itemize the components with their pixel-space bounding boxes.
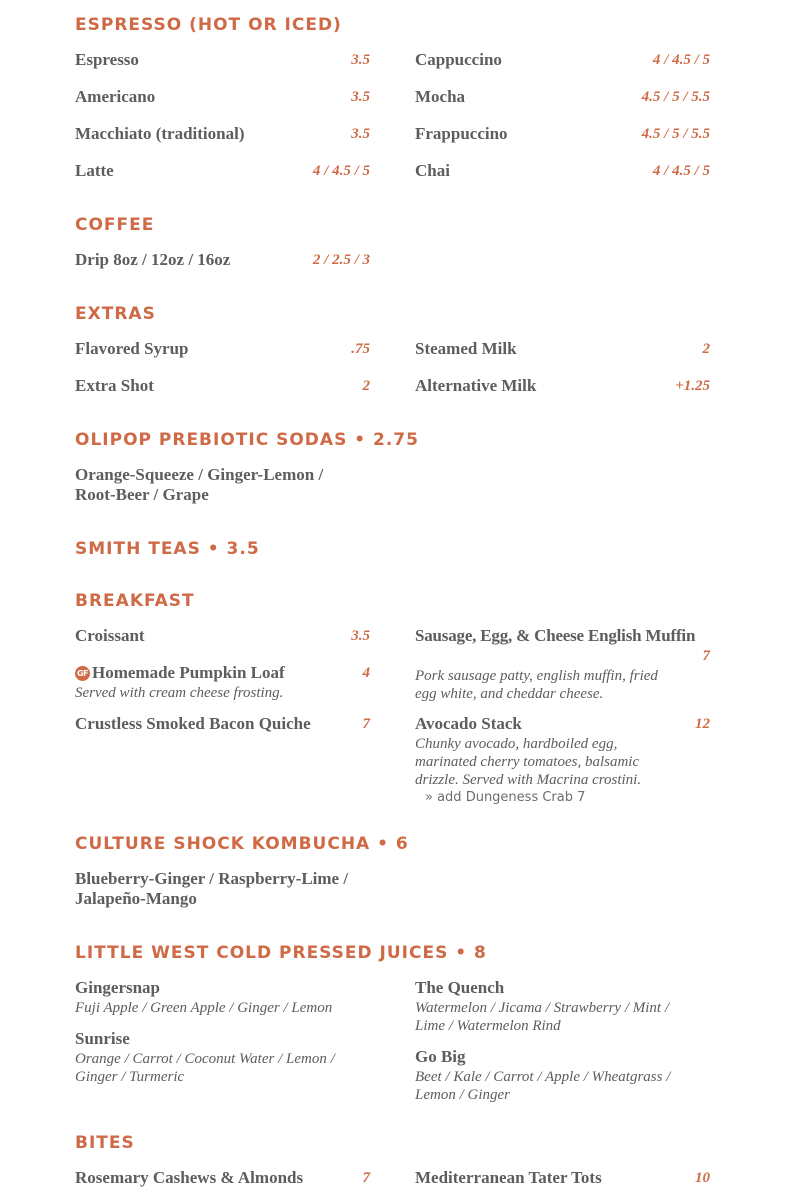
item-price: 4: [362, 665, 370, 681]
item-price: 7: [362, 716, 370, 732]
item-price: 4 / 4.5 / 5: [652, 163, 710, 179]
menu-item: [75, 338, 370, 360]
item-price: 4 / 4.5 / 5: [652, 52, 710, 68]
menu-item: [75, 1167, 370, 1189]
item-name: Mocha: [415, 87, 466, 106]
item-price: 2 / 2.5 / 3: [312, 252, 370, 268]
item-name: Latte: [75, 161, 114, 180]
flavors-line: Jalapeño-Mango: [75, 889, 197, 908]
item-name: Frappuccino: [415, 124, 508, 143]
menu-item: [415, 49, 710, 71]
item-name: Go Big: [415, 1047, 466, 1066]
item-description: Ginger / Turmeric: [75, 1069, 185, 1085]
item-price: 2: [362, 378, 370, 394]
menu-item: [415, 160, 710, 182]
olipop-flavors: [75, 465, 375, 505]
item-price: 3.5: [351, 89, 370, 105]
item-price: 7: [362, 1170, 370, 1186]
item-price: 10: [695, 1170, 710, 1186]
menu-item: [75, 86, 370, 108]
menu-item: [415, 375, 710, 397]
menu-item: [415, 123, 710, 145]
item-description: egg white, and cheddar cheese.: [415, 686, 604, 702]
menu-item: [415, 977, 710, 1035]
menu-item: [75, 49, 370, 71]
item-price: +1.25: [675, 378, 710, 394]
item-description: Beet / Kale / Carrot / Apple / Wheatgrass /: [415, 1069, 671, 1085]
section-title-breakfast: BREAKFAST: [75, 591, 195, 611]
item-name: Croissant: [75, 626, 145, 645]
item-price: 12: [695, 716, 710, 732]
menu-item: [415, 338, 710, 360]
section-title-juices: LITTLE WEST COLD PRESSED JUICES • 8: [75, 943, 487, 963]
item-name: Drip 8oz / 12oz / 16oz: [75, 250, 231, 269]
kombucha-flavors: [75, 869, 375, 909]
menu-item: [415, 713, 710, 807]
item-name: Flavored Syrup: [75, 339, 189, 358]
section-title-espresso: ESPRESSO (HOT OR ICED): [75, 15, 342, 35]
menu-item: [415, 1046, 710, 1104]
item-name: Espresso: [75, 50, 139, 69]
item-price: 3.5: [351, 52, 370, 68]
item-name: Alternative Milk: [415, 376, 537, 395]
menu-item: [415, 1167, 710, 1189]
item-addon: » add Dungeness Crab 7: [425, 790, 586, 805]
item-description: Lime / Watermelon Rind: [415, 1018, 561, 1034]
gluten-free-icon: GF: [75, 666, 90, 681]
menu-item: [75, 625, 370, 647]
item-name: Cappuccino: [415, 50, 502, 69]
item-name: Gingersnap: [75, 978, 161, 997]
menu-item: [415, 625, 710, 703]
item-name: Mediterranean Tater Tots: [415, 1168, 602, 1187]
item-description: Orange / Carrot / Coconut Water / Lemon /: [75, 1051, 335, 1067]
item-description: Lemon / Ginger: [415, 1087, 510, 1103]
item-price: 7: [702, 648, 710, 664]
menu-item: [75, 249, 370, 271]
item-price: 3.5: [351, 628, 370, 644]
item-price: 2: [702, 341, 710, 357]
item-price: .75: [351, 341, 370, 357]
item-description: Pork sausage patty, english muffin, fried: [415, 668, 658, 684]
item-description: marinated cherry tomatoes, balsamic: [415, 754, 640, 770]
item-name: Chai: [415, 161, 450, 180]
menu-item: [75, 160, 370, 182]
item-name: Sunrise: [75, 1029, 130, 1048]
section-title-olipop: OLIPOP PREBIOTIC SODAS • 2.75: [75, 430, 419, 450]
section-title-bites: BITES: [75, 1133, 135, 1153]
menu-item: [75, 1028, 370, 1086]
item-name: Homemade Pumpkin Loaf: [92, 663, 285, 682]
item-name: Macchiato (traditional): [75, 124, 245, 143]
section-title-extras: EXTRAS: [75, 304, 156, 324]
item-name: Crustless Smoked Bacon Quiche: [75, 714, 311, 733]
flavors-line: Root-Beer / Grape: [75, 485, 209, 504]
item-name: The Quench: [415, 978, 505, 997]
item-description: Fuji Apple / Green Apple / Ginger / Lemon: [75, 1000, 333, 1016]
menu-item: [75, 662, 370, 702]
menu-item: [75, 375, 370, 397]
item-price: 4.5 / 5 / 5.5: [641, 126, 710, 142]
item-price: 4 / 4.5 / 5: [312, 163, 370, 179]
item-name: Rosemary Cashews & Almonds: [75, 1168, 304, 1187]
menu-item: [75, 713, 370, 735]
item-name: Steamed Milk: [415, 339, 517, 358]
item-name: Sausage, Egg, & Cheese English Muffin: [415, 626, 696, 645]
flavors-line: Orange-Squeeze / Ginger-Lemon /: [75, 465, 324, 484]
item-description: Watermelon / Jicama / Strawberry / Mint /: [415, 1000, 670, 1016]
item-description: Chunky avocado, hardboiled egg,: [415, 736, 618, 752]
section-title-coffee: COFFEE: [75, 215, 155, 235]
menu-item: [75, 977, 370, 1017]
item-price: 3.5: [351, 126, 370, 142]
menu-item: [75, 123, 370, 145]
item-name: Avocado Stack: [415, 714, 522, 733]
flavors-line: Blueberry-Ginger / Raspberry-Lime /: [75, 869, 349, 888]
menu-item: [415, 86, 710, 108]
item-name: Americano: [75, 87, 156, 106]
item-description: Served with cream cheese frosting.: [75, 685, 284, 701]
item-name: Extra Shot: [75, 376, 154, 395]
section-title-smith-teas: SMITH TEAS • 3.5: [75, 539, 260, 559]
item-description: drizzle. Served with Macrina crostini.: [415, 772, 642, 788]
item-price: 4.5 / 5 / 5.5: [641, 89, 710, 105]
section-title-kombucha: CULTURE SHOCK KOMBUCHA • 6: [75, 834, 409, 854]
